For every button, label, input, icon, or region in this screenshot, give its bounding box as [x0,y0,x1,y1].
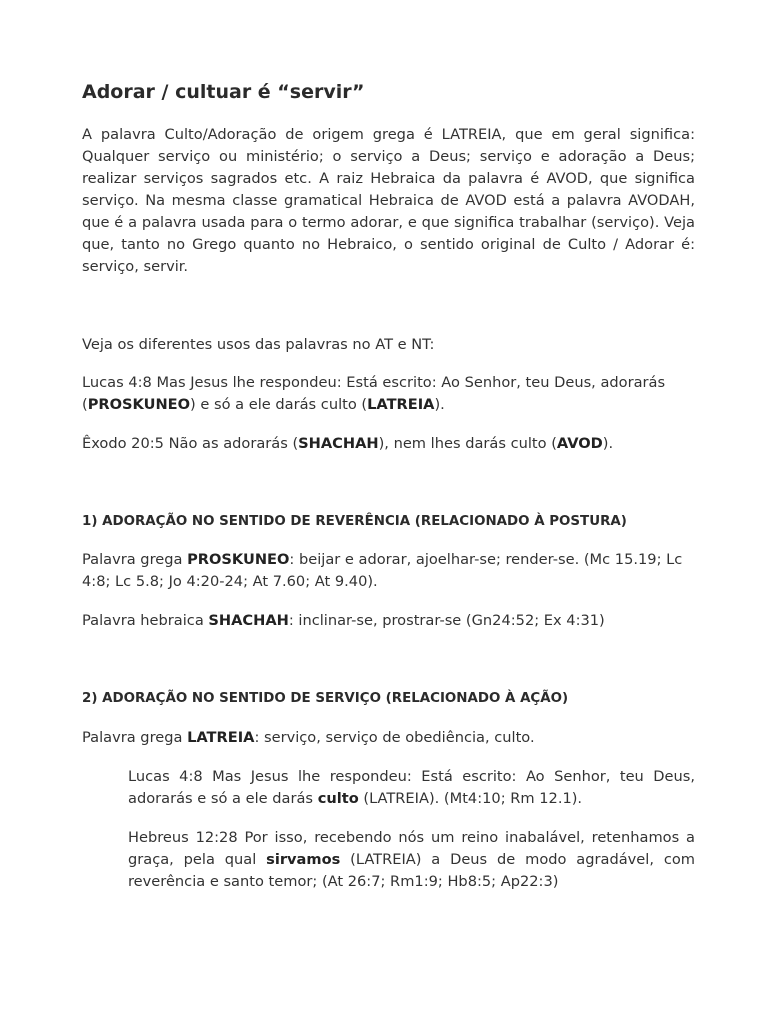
verse-exodo-term-avod: AVOD [556,435,603,452]
section1-greek-prefix: Palavra grega [82,551,188,568]
verse-exodo-paragraph [82,433,695,455]
verse-lucas-term-proskuneo: PROSKUNEO [87,396,191,413]
quote-lucas-text-after: (LATREIA). (Mt4:10; Rm 12.1). [358,790,583,807]
section1-hebrew-term: SHACHAH [208,612,289,629]
verse-lucas-text-middle: ) e só a ele darás culto ( [190,396,368,413]
verse-exodo-term-shachah: SHACHAH [298,435,379,452]
verse-lucas-text-before: Lucas 4:8 Mas Jesus lhe respondeu: Está escrito: Ao Senhor, teu Deus, adorarás ( [82,374,666,413]
page-title: Adorar / cultuar é “servir” [82,81,365,103]
section2-greek-term: LATREIA [187,729,255,746]
section1-hebrew-text: : inclinar-se, prostrar-se (Gn24:52; Ex 4:31) [288,612,605,629]
quote-hebreus-text-before: Hebreus 12:28 Por isso, recebendo nós um reino inabalável, retenhamos a graça, pela qual [128,829,695,868]
verse-exodo-text-after: ). [602,435,614,452]
verse-lucas-paragraph [82,372,695,416]
section2-greek-prefix: Palavra grega [82,729,188,746]
verse-lucas-text-after: ). [434,396,445,413]
verse-exodo-text-before: Êxodo 20:5 Não as adorarás ( [82,435,299,452]
section1-hebrew-paragraph [82,610,695,632]
intro-paragraph: A palavra Culto/Adoração de origem grega é LATREIA, que em geral significa: Qualquer serviço ou ministério; o serviço a Deus; serviço e adoração a Deus; realizar serviços sagrados etc. A raiz Hebraica da palavra é AVOD, que significa serviço. Na mesma classe gramatical Hebraica de AVOD está a palavra AVODAH, que é a palavra usada para o termo adorar, e que significa trabalhar (serviço). Veja que, tanto no Grego quanto no Hebraico, o sentido original de Culto / Adorar é: serviço, servir. [82,126,695,275]
section1-hebrew-prefix: Palavra hebraica [82,612,209,629]
section2-quote-hebreus [128,827,695,893]
section2-quote-lucas [128,766,695,810]
section2-greek-paragraph [82,727,695,749]
verse-lucas-term-latreia: LATREIA [367,396,435,413]
section1-greek-text: : beijar e adorar, ajoelhar-se; render-se. (Mc 15.19; Lc 4:8; Lc 5.8; Jo 4:20-24; At 7.60; At 9.40). [82,551,683,590]
quote-hebreus-text-after: (LATREIA) a Deus de modo agradável, com reverência e santo temor; (At 26:7; Rm1:9; Hb8:5; Ap22:3) [128,851,695,890]
verse-exodo-text-middle: ), nem lhes darás culto ( [378,435,557,452]
section2-greek-text: : serviço, serviço de obediência, culto. [254,729,535,746]
section1-greek-paragraph [82,549,695,593]
quote-lucas-text-before: Lucas 4:8 Mas Jesus lhe respondeu: Está escrito: Ao Senhor, teu Deus, adorarás e só a ele darás [128,768,695,807]
section2-heading: 2) ADORAÇÃO NO SENTIDO DE SERVIÇO (RELACIONADO À AÇÃO) [82,691,569,706]
quote-hebreus-term: sirvamos [266,851,341,868]
section1-heading: 1) ADORAÇÃO NO SENTIDO DE REVERÊNCIA (RELACIONADO À POSTURA) [82,514,627,529]
usage-intro-paragraph: Veja os diferentes usos das palavras no AT e NT: [82,336,435,353]
section1-greek-term: PROSKUNEO [187,551,290,568]
quote-lucas-term: culto [317,790,359,807]
